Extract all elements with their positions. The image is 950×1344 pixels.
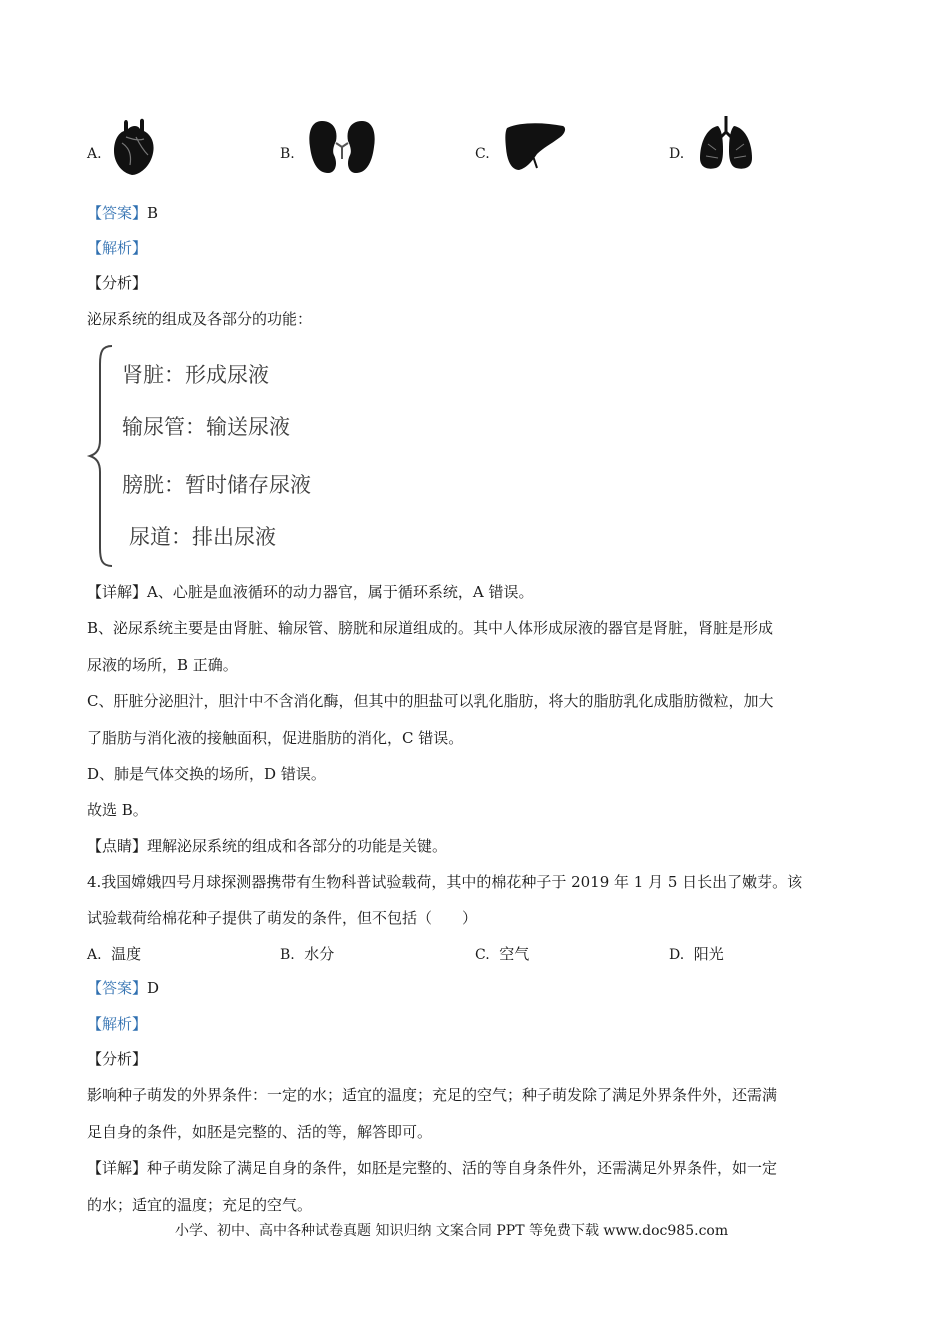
- option-d-letter: D.: [669, 146, 685, 162]
- q4-detail-line2: 的水；适宜的温度；充足的空气。: [87, 1196, 313, 1214]
- q4-option-b: B. 水分: [280, 945, 335, 963]
- option-a-letter: A.: [87, 146, 102, 162]
- dianjing-line: [87, 836, 447, 856]
- curly-brace: [86, 342, 116, 570]
- q4-option-d: D. 阳光: [669, 945, 724, 963]
- analysis-tag: 【解析】: [87, 239, 148, 257]
- answer-value: B: [147, 204, 159, 222]
- answer-value: D: [147, 979, 160, 997]
- dianjing-text: 理解泌尿系统的组成和各部分的功能是关键。: [147, 837, 448, 855]
- lungs-icon: [696, 114, 756, 172]
- q4-option-c: C. 空气: [475, 945, 530, 963]
- q4-fenxi-line2: 足自身的条件，如胚是完整的、活的等，解答即可。: [87, 1123, 433, 1141]
- diagram-item-ureter: 输尿管：输送尿液: [122, 415, 290, 439]
- diagram-item-bladder: 膀胱：暂时储存尿液: [122, 473, 311, 497]
- answer-tag: 【答案】: [87, 979, 148, 997]
- option-c-letter: C.: [475, 146, 490, 162]
- kidneys-icon: [306, 117, 378, 177]
- fenxi-intro: 泌尿系统的组成及各部分的功能：: [87, 310, 313, 328]
- q4-fenxi-tag: 【分析】: [87, 1050, 148, 1068]
- diagram-item-urethra: 尿道：排出尿液: [129, 525, 276, 549]
- detail-d-line: D、肺是气体交换的场所，D 错误。: [87, 765, 326, 783]
- option-b-letter: B.: [280, 146, 295, 162]
- detail-a-line: [87, 582, 533, 602]
- q4-fenxi-line1: 影响种子萌发的外界条件：一定的水；适宜的温度；充足的空气；种子萌发除了满足外界条件外，还需满: [87, 1086, 778, 1104]
- q4-detail-line1: 【详解】种子萌发除了满足自身的条件，如胚是完整的、活的等自身条件外，还需满足外界条件，如一定: [87, 1159, 778, 1177]
- fenxi-tag: 【分析】: [87, 274, 148, 292]
- diagram-item-kidney: 肾脏：形成尿液: [122, 363, 269, 387]
- detail-c-line2: 了脂肪与消化液的接触面积，促进脂肪的消化，C 错误。: [87, 729, 464, 747]
- footer-text: 小学、初中、高中各种试卷真题 知识归纳 文案合同 PPT 等免费下载 www.doc985.com: [175, 1223, 729, 1239]
- q4-answer-line: [87, 978, 159, 998]
- q4-analysis-tag: 【解析】: [87, 1015, 148, 1033]
- detail-b-line2: 尿液的场所，B 正确。: [87, 656, 238, 674]
- detail-c-line1: C、肝脏分泌胆汁，胆汁中不含消化酶，但其中的胆盐可以乳化脂肪，将大的脂肪乳化成脂肪微粒，加大: [87, 692, 774, 710]
- answer-tag: 【答案】: [87, 204, 148, 222]
- detail-a: A、心脏是血液循环的动力器官，属于循环系统，A 错误。: [147, 583, 534, 601]
- q4-stem-line2: 试验载荷给棉花种子提供了萌发的条件，但不包括（ ）: [87, 909, 478, 927]
- detail-b-line1: B、泌尿系统主要是由肾脏、输尿管、膀胱和尿道组成的。其中人体形成尿液的器官是肾脏，肾脏是形成: [87, 619, 774, 637]
- q4-stem-line1: 4.我国嫦娥四号月球探测器携带有生物科普试验载荷，其中的棉花种子于 2019 年 1 月 5 日长出了嫩芽。该: [87, 873, 803, 891]
- q3-answer-line: [87, 203, 158, 223]
- detail-tag: 【详解】: [87, 583, 148, 601]
- choose-line: 故选 B。: [87, 801, 148, 819]
- liver-icon: [503, 120, 567, 174]
- q4-option-a: A. 温度: [87, 945, 142, 963]
- detail-tag: 【详解】: [87, 1159, 148, 1177]
- heart-icon: [110, 117, 158, 177]
- dianjing-tag: 【点睛】: [87, 837, 148, 855]
